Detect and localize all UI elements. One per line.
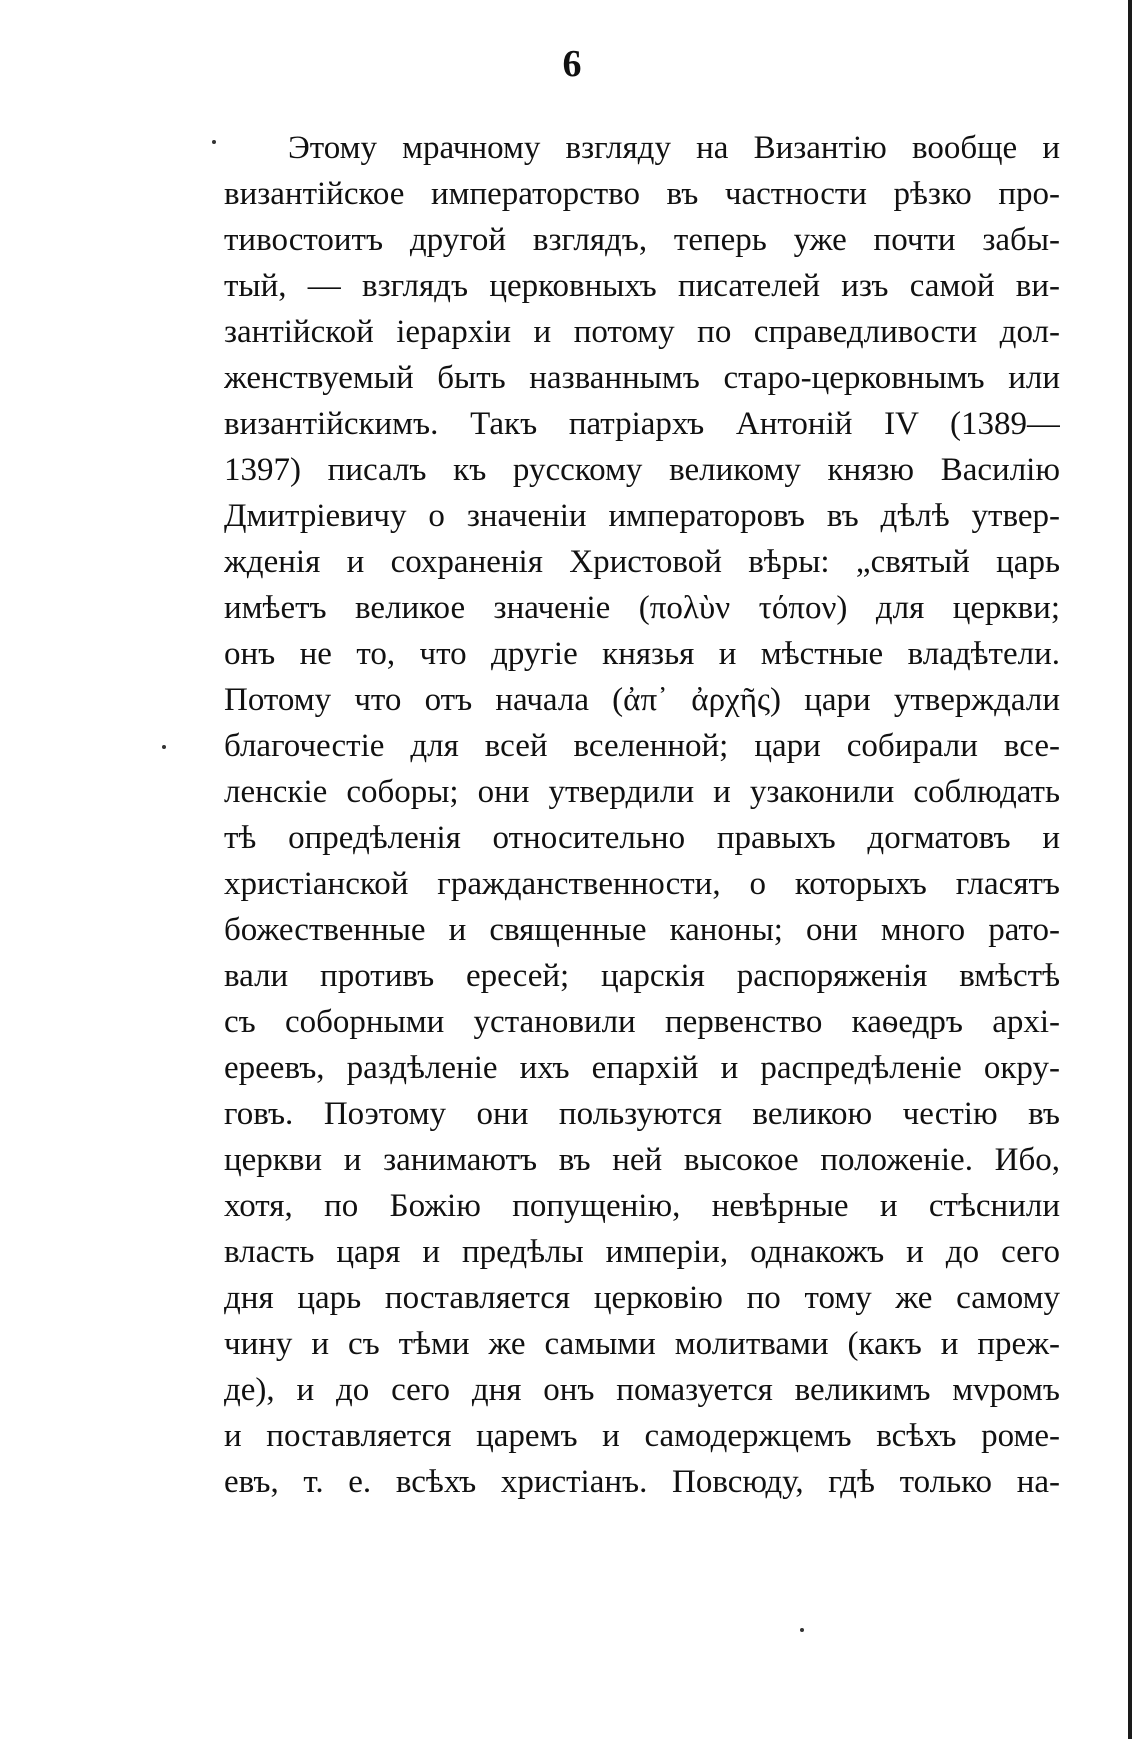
text-line: хотя, по Божію попущенію, невѣрные и стѣснили (224, 1188, 1060, 1224)
text-line: жденія и сохраненія Христовой вѣры: „святый царь (224, 544, 1060, 580)
text-line: съ соборными установили первенство каѳедръ архі- (224, 1004, 1060, 1040)
text-line: ереевъ, раздѣленіе ихъ епархій и распредѣленіе окру- (224, 1050, 1060, 1086)
text-line: власть царя и предѣлы имперіи, однакожъ и до сего (224, 1234, 1060, 1270)
speck (162, 745, 166, 749)
text-line: женствуемый быть названнымъ старо-церковнымъ или (224, 360, 1060, 396)
text-line: Этому мрачному взгляду на Византію вообще и (288, 130, 1060, 166)
text-line: тый, — взглядъ церковныхъ писателей изъ самой ви- (224, 268, 1060, 304)
text-line: божественные и священные каноны; они много рато- (224, 912, 1060, 948)
text-line: Дмитріевичу о значеніи императоровъ въ дѣлѣ утвер- (224, 498, 1060, 534)
text-line: вали противъ ересей; царскія распоряженія вмѣстѣ (224, 958, 1060, 994)
text-line: ленскіе соборы; они утвердили и узаконили соблюдать (224, 774, 1060, 810)
text-line: христіанской гражданственности, о которыхъ гласятъ (224, 866, 1060, 902)
text-line: византійскимъ. Такъ патріархъ Антоній IV (1389— (224, 406, 1060, 442)
page-number: 6 (562, 43, 582, 85)
text-line: дня царь поставляется церковію по тому же самому (224, 1280, 1060, 1316)
text-line: тивостоитъ другой взглядъ, теперь уже почти забы- (224, 222, 1060, 258)
text-line: чину и съ тѣми же самыми молитвами (какъ и преж- (224, 1326, 1060, 1362)
speck (212, 140, 216, 144)
text-line: онъ не то, что другіе князья и мѣстные владѣтели. (224, 636, 1060, 672)
body-text (224, 125, 1060, 1505)
text-line: зантійской іерархіи и потому по справедливости дол- (224, 314, 1060, 350)
speck (800, 1628, 804, 1632)
text-line: Потому что отъ начала (ἀπ᾽ ἀρχῆς) цари утверждали (224, 682, 1060, 718)
text-line: де), и до сего дня онъ помазуется великимъ мvромъ (224, 1372, 1060, 1408)
page-edge-border (1128, 0, 1132, 1739)
text-line: евъ, т. е. всѣхъ христіанъ. Повсюду, гдѣ только на- (224, 1464, 1060, 1500)
text-line: тѣ опредѣленія относительно правыхъ догматовъ и (224, 820, 1060, 856)
text-line: и поставляется царемъ и самодержцемъ всѣхъ роме- (224, 1418, 1060, 1454)
text-line: имѣетъ великое значеніе (πολὺν τόπον) для церкви; (224, 590, 1060, 626)
text-line: церкви и занимаютъ въ ней высокое положеніе. Ибо, (224, 1142, 1060, 1178)
text-line: благочестіе для всей вселенной; цари собирали все- (224, 728, 1060, 764)
text-line: византійское императорство въ частности рѣзко про- (224, 176, 1060, 212)
text-line: говъ. Поэтому они пользуются великою честію въ (224, 1096, 1060, 1132)
text-line: 1397) писалъ къ русскому великому князю Василію (224, 452, 1060, 488)
